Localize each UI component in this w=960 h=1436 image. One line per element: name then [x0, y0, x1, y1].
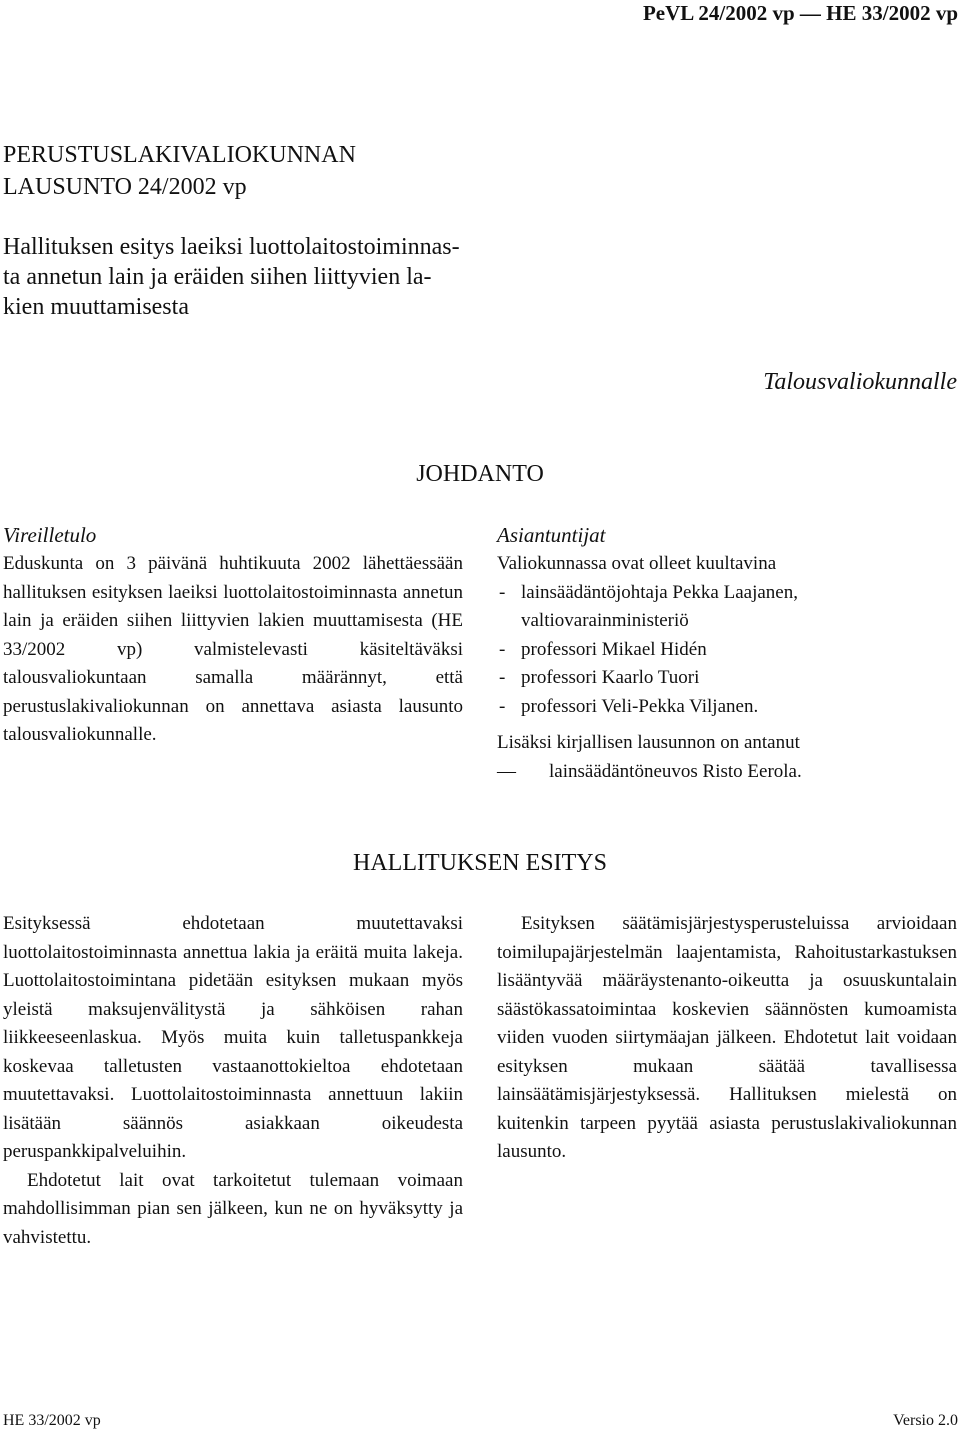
subtitle-line-2: ta annetun lain ja eräiden siihen liittyvien la-	[3, 264, 432, 290]
esitys-paragraph-1: Esityksessä ehdotetaan muutettavaksi luottolaitostoiminnasta annettua lakia ja eräitä muita lakeja. Luottolaitostoimintana pidetään esityksen mukaan myös yleistä maksujenvälitystä ja sähköisen rahan liikkeeseenlaskua. Myös muita kuin talletuspankkeja koskevaa talletusten vastaanottokieltoa ehdotetaan muutettavaksi. Luottolaitostoiminnasta annettuun lakiin lisätään säännös asiakkaan oikeudesta peruspankkipalveluihin.	[3, 913, 463, 1162]
esitys-left-column	[3, 910, 463, 1252]
list-item: - professori Veli-Pekka Viljanen.	[497, 693, 957, 722]
asiantuntijat-section	[497, 521, 957, 786]
em-dash: —	[497, 760, 516, 782]
footer-version: Versio 2.0	[893, 1412, 958, 1429]
vireilletulo-heading: Vireilletulo	[3, 523, 97, 547]
section-heading-johdanto: JOHDANTO	[416, 461, 544, 487]
esitys-right-column	[497, 910, 957, 1167]
subtitle-line-1: Hallituksen esitys laeiksi luottolaitostoiminnas-	[3, 234, 460, 260]
list-item: - professori Kaarlo Tuori	[497, 664, 957, 693]
esitys-paragraph-3: Esityksen säätämisjärjestysperusteluissa arvioidaan toimilupajärjestelmän laajentamista, Rahoitustarkastuksen lisääntyvää määräystenanto-oikeutta ja osuuskuntalain säästökassatoimintaa koskevien säännösten kumoamista viiden vuoden siirtymäajan jälkeen. Ehdotetut lait voidaan esityksen mukaan säätää tavallisessa lainsäätämisjärjestyksessä. Hallituksen mielestä on kuitenkin tarpeen pyytää asiasta perustuslakivaliokunnan lausunto.	[497, 913, 957, 1162]
section-heading-hallituksen-esitys: HALLITUKSEN ESITYS	[353, 850, 607, 876]
written-statement-intro: Lisäksi kirjallisen lausunnon on antanut	[497, 732, 800, 753]
written-expert-row	[497, 758, 957, 787]
document-subtitle	[3, 232, 543, 322]
document-title	[3, 139, 483, 203]
footer-document-id: HE 33/2002 vp	[3, 1412, 101, 1429]
subtitle-line-3: kien muuttamisesta	[3, 294, 189, 320]
title-line-1: PERUSTUSLAKIVALIOKUNNAN	[3, 142, 356, 168]
asiantuntijat-heading: Asiantuntijat	[497, 523, 606, 547]
list-item: - lainsäädäntöjohtaja Pekka Laajanen, valtiovarainministeriö	[497, 579, 957, 636]
vireilletulo-paragraph: Eduskunta on 3 päivänä huhtikuuta 2002 lähettäessään hallituksen esityksen laeiksi luottolaitostoiminnasta annetun lain ja eräiden siihen liittyvien lakien muuttamisesta (HE 33/2002 vp) valmistelevasti käsiteltäväksi talousvaliokuntaan samalla määrännyt, että perustuslakivaliokunnan on annettava asiasta lausunto talousvaliokunnalle.	[3, 553, 463, 745]
running-header: PeVL 24/2002 vp — HE 33/2002 vp	[642, 1, 958, 25]
title-line-2: LAUSUNTO 24/2002 vp	[3, 174, 247, 200]
list-item: - professori Mikael Hidén	[497, 636, 957, 665]
recipient: Talousvaliokunnalle	[763, 369, 957, 395]
expert-list	[497, 579, 957, 722]
esitys-paragraph-2: Ehdotetut lait ovat tarkoitetut tulemaan voimaan mahdollisimman pian sen jälkeen, kun ne on hyväksytty ja vahvistettu.	[3, 1169, 463, 1248]
vireilletulo-section	[3, 521, 463, 750]
asiantuntijat-intro: Valiokunnassa ovat olleet kuultavina	[497, 553, 777, 574]
written-expert: lainsäädäntöneuvos Risto Eerola.	[549, 760, 802, 782]
